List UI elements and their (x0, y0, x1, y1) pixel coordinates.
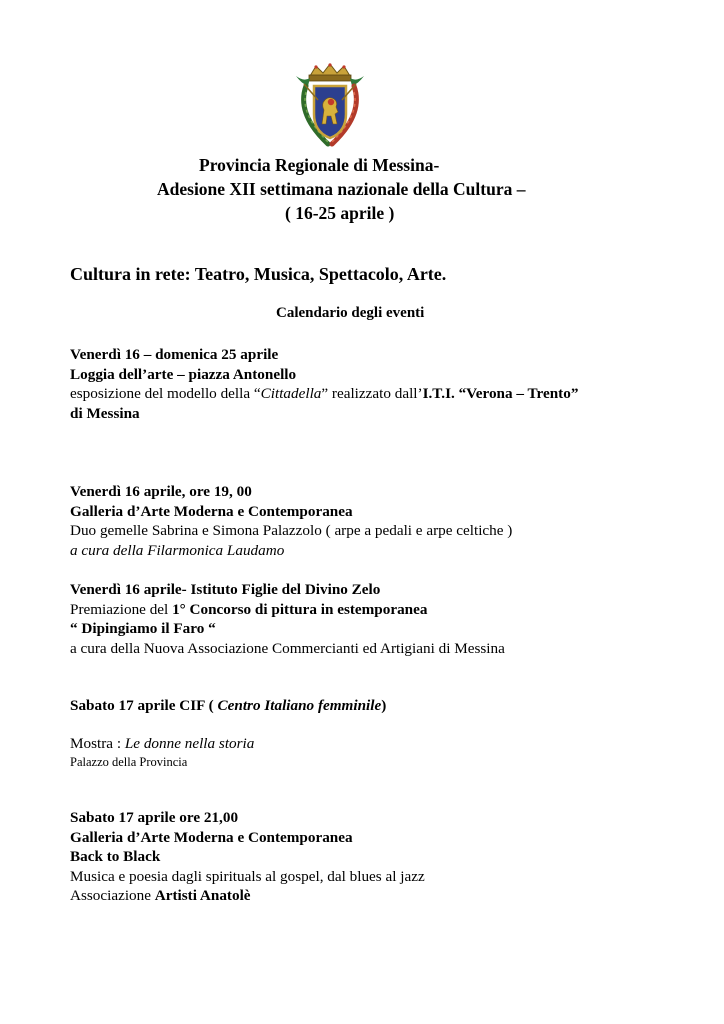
event-show (70, 734, 254, 754)
event-3 (70, 580, 505, 658)
header-title-line2: Adesione XII settimana nazionale della Cultura – (157, 179, 526, 199)
event-desc-italic: Cittadella (260, 385, 322, 402)
event-1 (70, 345, 578, 423)
event-venue: Loggia dell’arte – piazza Antonello (70, 365, 297, 383)
event-date-text: Sabato 17 aprile CIF ( (70, 697, 218, 714)
event-desc-text: ” realizzato dall’ (321, 385, 423, 402)
event-5 (70, 808, 425, 906)
event-desc-bold: I.T.I. “Verona – Trento” (422, 385, 579, 402)
header-title-line3: ( 16-25 aprile ) (285, 203, 395, 223)
event-association (70, 886, 425, 906)
event-date: Venerdì 16 – domenica 25 aprile (70, 346, 279, 363)
event-4 (70, 696, 386, 716)
event-date-italic: Centro Italiano femminile (217, 697, 382, 714)
event-2 (70, 482, 512, 560)
event-desc-text: esposizione del modello della “ (70, 385, 261, 402)
provincia-crest-icon (294, 62, 366, 150)
subtitle: Cultura in rete: Teatro, Musica, Spettacolo, Arte. (70, 264, 447, 284)
event-curated: a cura della Nuova Associazione Commercianti ed Artigiani di Messina (70, 639, 505, 657)
event-title: “ Dipingiamo il Faro “ (70, 620, 216, 637)
event-date: Venerdì 16 aprile, ore 19, 00 (70, 483, 252, 500)
event-assoc-label: Associazione (70, 887, 155, 904)
event-title: Back to Black (70, 848, 161, 865)
event-venue: Galleria d’Arte Moderna e Contemporanea (70, 502, 353, 520)
event-description (70, 600, 505, 620)
event-place: Palazzo della Provincia (70, 754, 188, 769)
calendar-heading: Calendario degli eventi (276, 305, 425, 321)
event-date: Sabato 17 aprile ore 21,00 (70, 809, 239, 826)
event-4-show (70, 734, 254, 770)
event-description (70, 384, 578, 404)
event-assoc-name: Artisti Anatolè (154, 887, 251, 904)
event-venue: Galleria d’Arte Moderna e Contemporanea (70, 828, 353, 846)
event-curated: a cura della Filarmonica Laudamo (70, 541, 285, 559)
event-description: Musica e poesia dagli spirituals al gospel, dal blues al jazz (70, 867, 425, 885)
event-show-label: Mostra : (70, 735, 125, 752)
event-description: Duo gemelle Sabrina e Simona Palazzolo ( arpe a pedali e arpe celtiche ) (70, 522, 513, 539)
event-date-text: ) (381, 697, 387, 714)
event-desc-text: Premiazione del (70, 600, 173, 618)
event-desc-bold: di Messina (70, 404, 140, 422)
event-date (70, 696, 386, 716)
header-title-line1: Provincia Regionale di Messina- (199, 155, 440, 175)
event-show-title: Le donne nella storia (124, 735, 255, 752)
event-date: Venerdì 16 aprile- Istituto Figlie del Divino Zelo (70, 581, 381, 598)
event-desc-bold: 1° Concorso di pittura in estemporanea (172, 600, 428, 618)
